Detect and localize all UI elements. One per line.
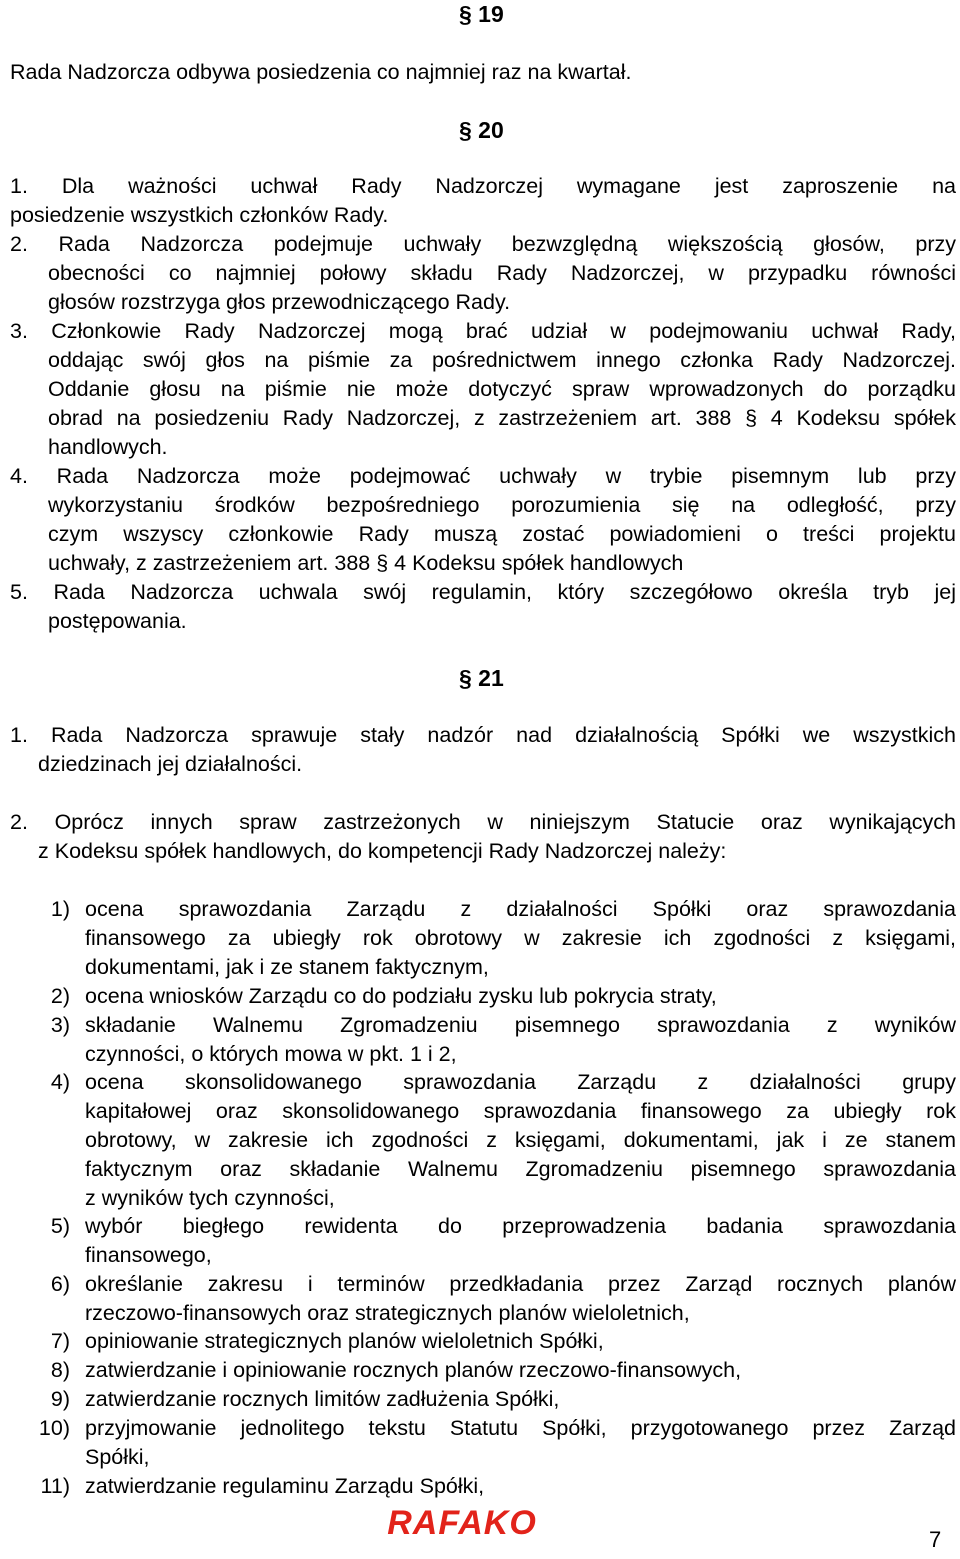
s20-item4-line: wykorzystaniu środków bezpośredniego porozumienia się na odległość, przy [48, 493, 956, 517]
s20-item3-line: obrad na posiedzeniu Rady Nadzorczej, z zastrzeżeniem art. 388 § 4 Kodeksu spółek [48, 406, 956, 430]
list-item-line: opiniowanie strategicznych planów wieloletnich Spółki, [85, 1329, 604, 1353]
s21-item2-line: z Kodeksu spółek handlowych, do kompetencji Rady Nadzorczej należy: [38, 839, 727, 863]
s20-item1-line: 1. Dla ważności uchwał Rady Nadzorczej wymagane jest zaproszenie na [10, 174, 956, 198]
list-item-line: składanie Walnemu Zgromadzeniu pisemnego sprawozdania z wyników [85, 1013, 956, 1037]
s20-item5-line: 5. Rada Nadzorcza uchwala swój regulamin, który szczegółowo określa tryb jej [10, 580, 956, 604]
list-item-line: ocena skonsolidowanego sprawozdania Zarządu z działalności grupy [85, 1070, 956, 1094]
s20-item3-line: handlowych. [48, 435, 168, 459]
list-number: 2) [50, 984, 70, 1008]
list-number: 11) [40, 1474, 70, 1498]
list-item-line: zatwierdzanie regulaminu Zarządu Spółki, [85, 1474, 485, 1498]
list-item-line: wybór biegłego rewidenta do przeprowadzenia badania sprawozdania [85, 1214, 956, 1238]
list-item-line: kapitałowej oraz skonsolidowanego sprawozdania finansowego za ubiegły rok [85, 1099, 956, 1123]
list-number: 1) [50, 897, 70, 921]
rafako-logo [387, 1500, 537, 1550]
s20-item2-line: obecności co najmniej połowy składu Rady Nadzorczej, w przypadku równości [48, 261, 956, 285]
list-number: 6) [50, 1272, 70, 1296]
list-item-line: dokumentami, jak i ze stanem faktycznym, [85, 955, 489, 979]
list-number: 9) [50, 1387, 70, 1411]
list-item-line: faktycznym oraz składanie Walnemu Zgromadzeniu pisemnego sprawozdania [85, 1157, 956, 1181]
s20-item4-line: czym wszyscy członkowie Rady muszą zostać powiadomieni o treści projektu [48, 522, 956, 546]
s20-item4-line: uchwały, z zastrzeżeniem art. 388 § 4 Kodeksu spółek handlowych [48, 551, 684, 575]
s20-item3-line: oddając swój głos na piśmie za pośrednictwem innego członka Rady Nadzorczej. [48, 348, 956, 372]
list-number: 10) [38, 1416, 70, 1440]
s20-item2-line: 2. Rada Nadzorcza podejmuje uchwały bezwzględną większością głosów, przy [10, 232, 956, 256]
s21-item2-line: 2. Oprócz innych spraw zastrzeżonych w niniejszym Statucie oraz wynikających [10, 810, 956, 834]
list-item-line: zatwierdzanie i opiniowanie rocznych planów rzeczowo-finansowych, [85, 1358, 742, 1382]
paragraph-19: Rada Nadzorcza odbywa posiedzenia co najmniej raz na kwartał. [10, 60, 632, 84]
list-item-line: Spółki, [85, 1445, 150, 1469]
list-number: 7) [50, 1329, 70, 1353]
s21-item1-line: dziedzinach jej działalności. [38, 752, 303, 776]
list-item-line: finansowego za ubiegły rok obrotowy w zakresie ich zgodności z księgami, [85, 926, 956, 950]
list-number: 4) [50, 1070, 70, 1094]
s20-item3-line: 3. Członkowie Rady Nadzorczej mogą brać udział w podejmowaniu uchwał Rady, [10, 319, 956, 343]
list-item-line: ocena sprawozdania Zarządu z działalności Spółki oraz sprawozdania [85, 897, 956, 921]
s20-item3-line: Oddanie głosu na piśmie nie może dotyczyć spraw wprowadzonych do porządku [48, 377, 956, 401]
s20-item2-line: głosów rozstrzyga głos przewodniczącego Rady. [48, 290, 511, 314]
list-item-line: ocena wniosków Zarządu co do podziału zysku lub pokrycia straty, [85, 984, 717, 1008]
list-item-line: czynności, o których mowa w pkt. 1 i 2, [85, 1042, 457, 1066]
list-item-line: z wyników tych czynności, [85, 1186, 335, 1210]
list-number: 8) [50, 1358, 70, 1382]
list-item-line: zatwierdzanie rocznych limitów zadłużenia Spółki, [85, 1387, 560, 1411]
list-item-line: obrotowy, w zakresie ich zgodności z księgami, dokumentami, jak i ze stanem [85, 1128, 956, 1152]
list-item-line: określanie zakresu i terminów przedkładania przez Zarząd rocznych planów [85, 1272, 956, 1296]
s20-item4-line: 4. Rada Nadzorcza może podejmować uchwały w trybie pisemnym lub przy [10, 464, 956, 488]
list-number: 3) [50, 1013, 70, 1037]
logo-text: RAFAKO [387, 1504, 537, 1542]
s21-item1-line: 1. Rada Nadzorcza sprawuje stały nadzór nad działalnością Spółki we wszystkich [10, 723, 956, 747]
list-number: 5) [50, 1214, 70, 1238]
s20-item1-line: posiedzenie wszystkich członków Rady. [10, 203, 389, 227]
section-heading-21: § 21 [459, 665, 504, 691]
list-item-line: rzeczowo-finansowych oraz strategicznych planów wieloletnich, [85, 1301, 690, 1325]
list-item-line: finansowego, [85, 1243, 212, 1267]
section-heading-19: § 19 [459, 1, 504, 27]
page-number: 7 [929, 1527, 942, 1552]
s20-item5-line: postępowania. [48, 609, 187, 633]
list-item-line: przyjmowanie jednolitego tekstu Statutu Spółki, przygotowanego przez Zarząd [85, 1416, 956, 1440]
section-heading-20: § 20 [459, 117, 504, 143]
